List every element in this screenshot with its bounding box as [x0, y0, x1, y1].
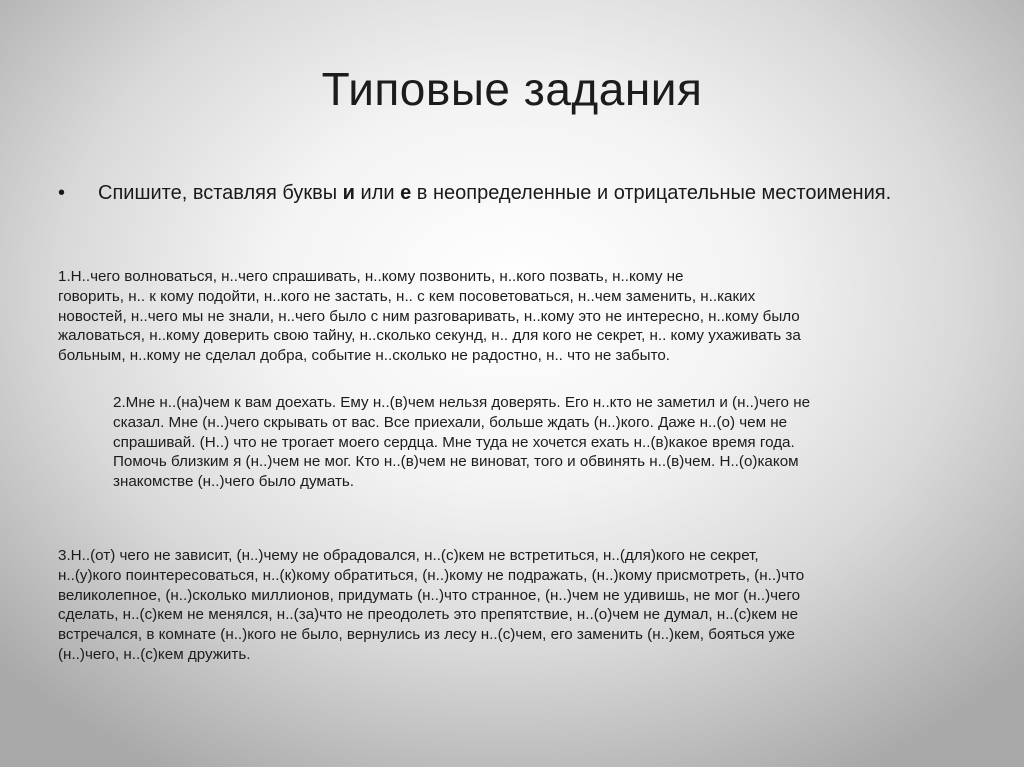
exercise-paragraph-3: 3.Н..(от) чего не зависит, (н..)чему не обрадовался, н..(с)кем не встретиться, н..(для)кого не секрет, н..(у)кого поинтересоваться, н..(к)кому обратиться, (н..)кому не подражать, (н..)кому присмотреть, (н..)что великолепное, (н..)сколько миллионов, придумать (н..)что странное, (н..)чем не удивишь, не мог (н..)чего сделать, н..(с)кем не менялся, н..(за)что не преодолеть это препятствие, н..(о)чем не думал, н..(с)кем не встречался, в комнате (н..)кого не было, вернулись из лесу н..(с)чем, его заменить (н..)кем, бояться уже (н..)чего, н..(с)кем дружить. [58, 547, 805, 663]
exercise-paragraph-1: 1.Н..чего волноваться, н..чего спрашивать, н..кому позвонить, н..кого позвать, н..кому не говорить, н.. к кому подойти, н..кого не застать, н.. с кем посоветоваться, н..чем заменить, н..каких новостей, н..чего мы не знали, н..чего было с ним разговаривать, н..кому это не интересно, н..кому было жаловаться, н..кому доверить свою тайну, н..сколько секунд, н.. для кого не секрет, н.. кому ухаживать за больным, н..кому не сделал добра, событие н..сколько не радостно, н.. что не забыто. [58, 268, 801, 365]
instruction-letter-i: и [342, 182, 355, 204]
bullet-marker: • [58, 182, 66, 204]
instruction-bullet [58, 181, 958, 206]
instruction-letter-e: е [400, 182, 412, 204]
instruction-part-2: или [354, 182, 401, 204]
instruction-part-3: в неопределенные и отрицательные местоимения. [411, 182, 892, 204]
slide-title: Типовые задания [321, 63, 703, 115]
exercise-paragraph-2: 2.Мне н..(на)чем к вам доехать. Ему н..(в)чем нельзя доверять. Его н..кто не заметил и (н..)чего не сказал. Мне (н..)чего скрывать от вас. Все приехали, больше ждать (н..)кого. Даже н..(о) чем не спрашивай. (Н..) что не трогает моего сердца. Мне туда не хочется ехать н..(в)какое время года. Помочь близким я (н..)чем не мог. Кто н..(в)чем не виноват, того и обвинять н..(в)чем. Н..(о)каком знакомстве (н..)чего было думать. [113, 394, 811, 491]
instruction-part-1: Спишите, вставляя буквы [98, 182, 343, 204]
instruction-text [98, 181, 958, 206]
